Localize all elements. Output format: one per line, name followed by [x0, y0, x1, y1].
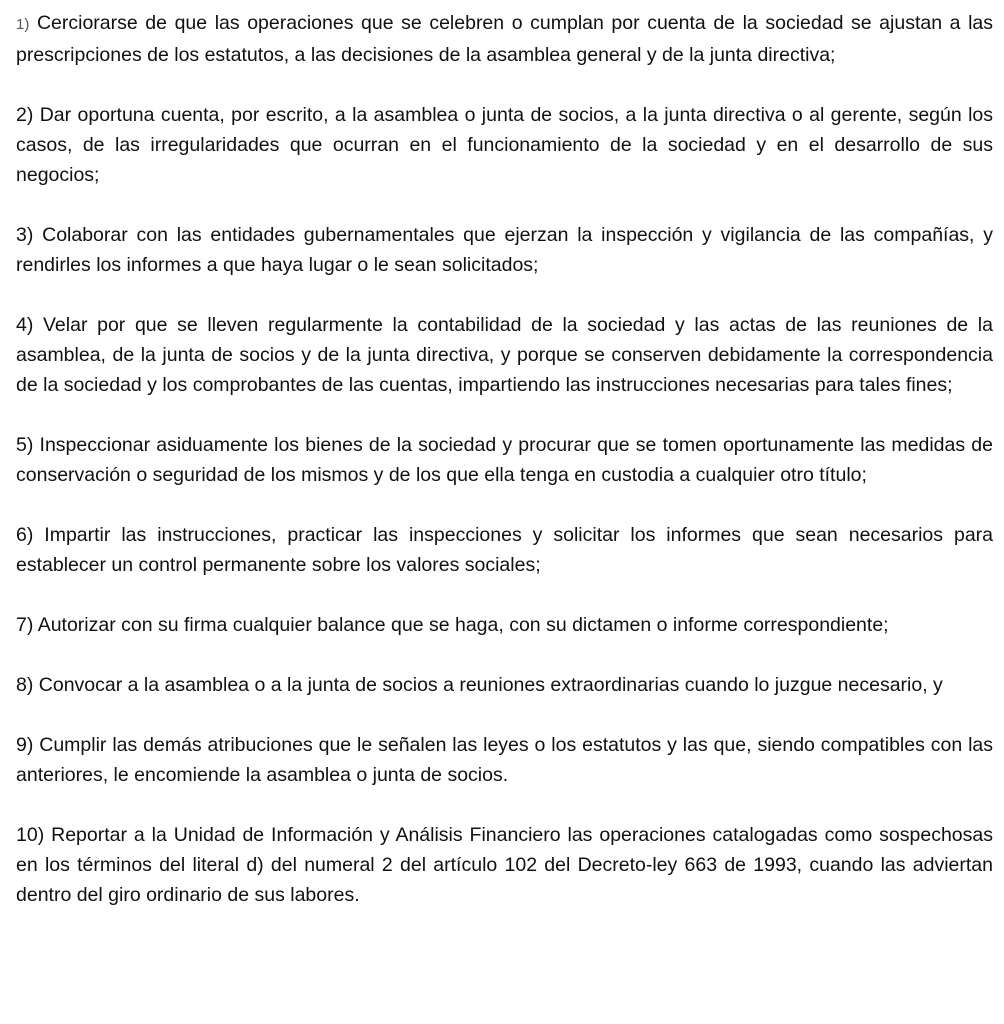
item-number: 7) — [16, 614, 34, 636]
item-text: Cerciorarse de que las operaciones que se celebren o cumplan por cuenta de la sociedad se ajustan a las prescripciones de los estatutos, a las decisiones de la asamblea general y de la junta directiva; — [16, 12, 993, 66]
item-number: 5) — [16, 434, 34, 456]
item-text: Velar por que se lleven regularmente la contabilidad de la sociedad y las actas de las reuniones de la asamblea, de la junta de socios y de la junta directiva, y porque se conserven debidamente la correspondencia de la sociedad y los comprobantes de las cuentas, impartiendo las instrucciones necesarias para tales fines; — [16, 314, 993, 396]
item-text: Convocar a la asamblea o a la junta de socios a reuniones extraordinarias cuando lo juzgue necesario, y — [38, 674, 943, 696]
item-text: Reportar a la Unidad de Información y Análisis Financiero las operaciones catalogadas como sospechosas en los términos del literal d) del numeral 2 del artículo 102 del Decreto-ley 663 de 1993, cuando las adviertan dentro del giro ordinario de sus labores. — [16, 824, 993, 906]
list-item-8 — [16, 670, 993, 700]
list-item-5 — [16, 430, 993, 490]
list-item-6 — [16, 520, 993, 580]
list-item-10 — [16, 820, 993, 910]
item-number: 2) — [16, 104, 34, 126]
item-text: Impartir las instrucciones, practicar las inspecciones y solicitar los informes que sean necesarios para establecer un control permanente sobre los valores sociales; — [16, 524, 993, 576]
item-text: Dar oportuna cuenta, por escrito, a la asamblea o junta de socios, a la junta directiva o al gerente, según los casos, de las irregularidades que ocurran en el funcionamiento de la sociedad y en el desarrollo de sus negocios; — [16, 104, 993, 186]
item-text: Cumplir las demás atribuciones que le señalen las leyes o los estatutos y las que, siendo compatibles con las anteriores, le encomiende la asamblea o junta de socios. — [16, 734, 993, 786]
item-number: 6) — [16, 524, 34, 546]
item-number: 9) — [16, 734, 34, 756]
list-item-3 — [16, 220, 993, 280]
item-number: 4) — [16, 314, 34, 336]
item-number: 8) — [16, 674, 34, 696]
item-text: Autorizar con su firma cualquier balance que se haga, con su dictamen o informe correspondiente; — [37, 614, 889, 636]
list-item-2 — [16, 100, 993, 190]
document-body — [16, 8, 993, 910]
item-number: 10) — [16, 824, 45, 846]
list-item-4 — [16, 310, 993, 400]
list-item-7 — [16, 610, 993, 640]
item-number: 1) — [16, 16, 30, 33]
item-number: 3) — [16, 224, 34, 246]
item-text: Colaborar con las entidades gubernamentales que ejerzan la inspección y vigilancia de las compañías, y rendirles los informes a que haya lugar o le sean solicitados; — [16, 224, 993, 276]
list-item-1 — [16, 8, 993, 70]
list-item-9 — [16, 730, 993, 790]
item-text: Inspeccionar asiduamente los bienes de la sociedad y procurar que se tomen oportunamente las medidas de conservación o seguridad de los mismos y de los que ella tenga en custodia a cualquier otro título; — [16, 434, 993, 486]
